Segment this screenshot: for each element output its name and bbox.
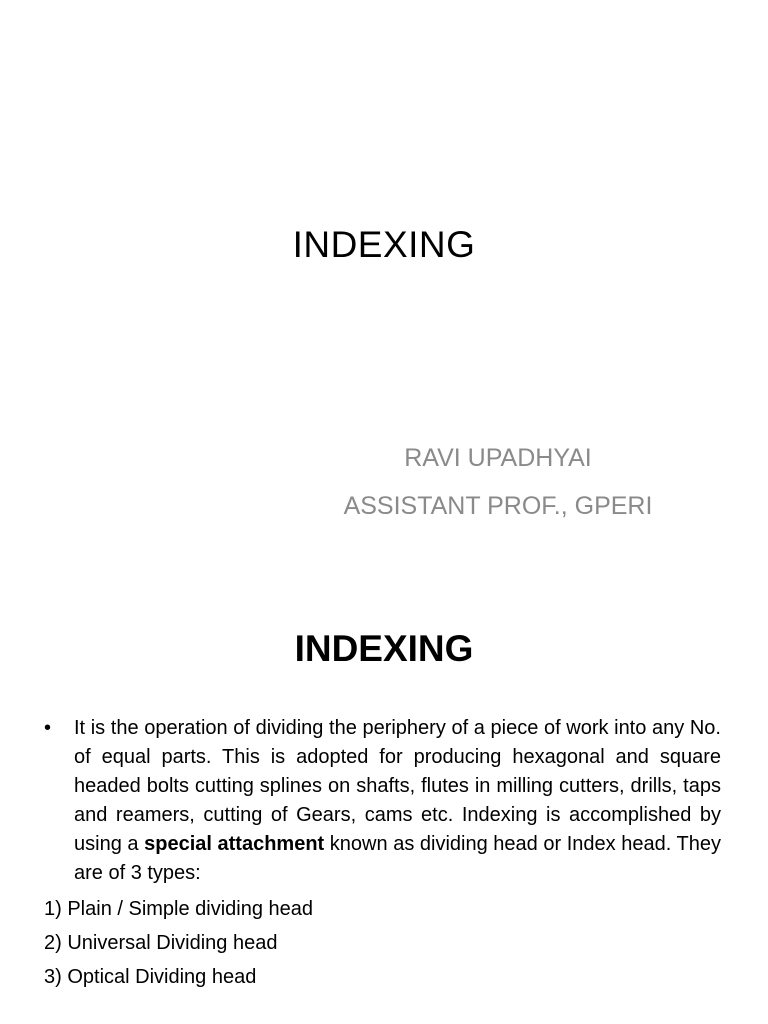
content-slide-title: INDEXING bbox=[294, 628, 474, 669]
slide-title: INDEXING bbox=[292, 224, 476, 265]
list-item: 1) Plain / Simple dividing head bbox=[44, 898, 314, 920]
subtitle-block bbox=[318, 434, 678, 530]
author-name: RAVI UPADHYAI bbox=[404, 444, 592, 472]
slide-body bbox=[44, 714, 721, 994]
list-item: 2) Universal Dividing head bbox=[44, 932, 278, 954]
content-slide bbox=[0, 590, 768, 1024]
types-list bbox=[44, 892, 721, 994]
author-position: ASSISTANT PROF., GPERI bbox=[343, 492, 653, 520]
list-item: 3) Optical Dividing head bbox=[44, 966, 257, 988]
bullet-marker: • bbox=[44, 717, 52, 739]
bullet-text-part-1: It is the operation of dividing the periphery of a piece of work into any No. of equal parts. This is adopted for producing hexagonal and square headed bolts cutting splines on shafts, flutes in milling cutters, drills, taps and reamers, cutting of Gears, cams etc. Indexing is accomplished by using a bbox=[74, 717, 721, 855]
bullet-item bbox=[44, 714, 721, 888]
bullet-text-part-2: known as dividing head or Index head. They are of 3 types: bbox=[74, 833, 721, 884]
bullet-text-emphasis: special attachment bbox=[144, 833, 325, 855]
bullet-text bbox=[74, 717, 721, 884]
